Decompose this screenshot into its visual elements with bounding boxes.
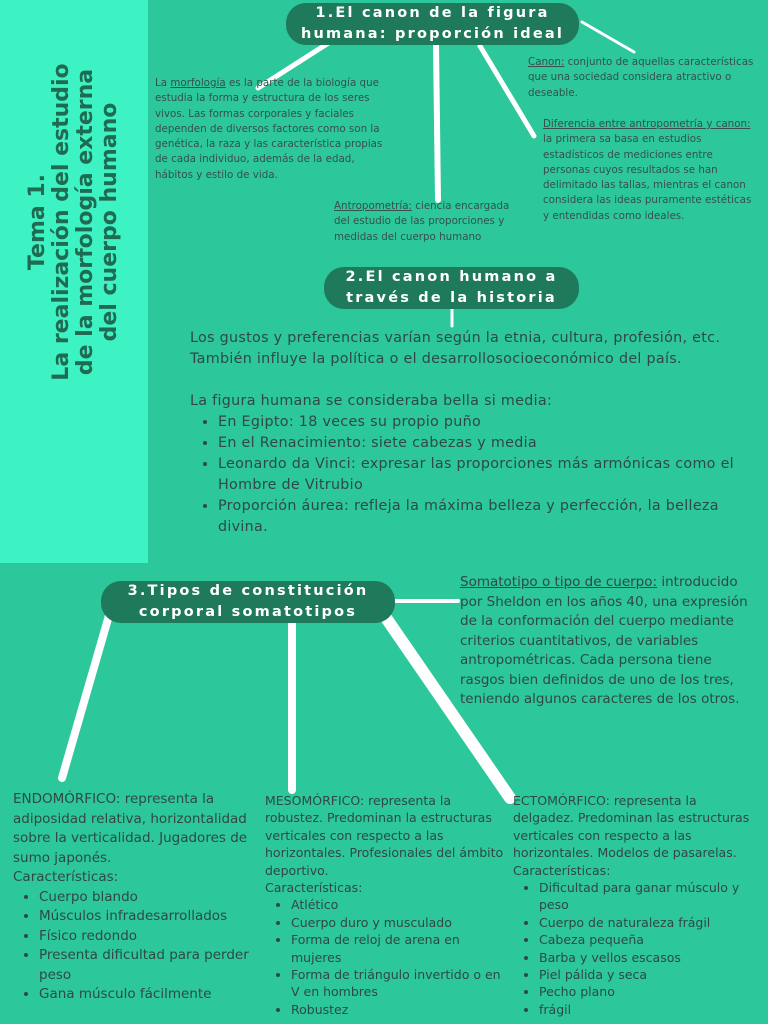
somatotipo-note xyxy=(460,573,760,710)
antropometria-term: Antropometría: xyxy=(334,200,413,212)
list-item: • Barba y vellos escasos xyxy=(539,949,761,966)
antropometria-text: ciencia encargada del estudio de las proporciones y medidas del cuerpo humano xyxy=(334,200,510,243)
diferencia-note xyxy=(543,117,753,224)
list-item: • Cuerpo duro y musculado xyxy=(291,914,507,931)
list-item: • Robustez xyxy=(291,1001,507,1018)
list-item: • Pecho plano xyxy=(539,983,761,1000)
morfologia-text: es la parte de la biología que estudia la forma y estructura de los seres vivos. Las formas corporales y faciales dependen de diversos factores como son la genética, la raza y las característica propias de cada individuo, además de la edad, hábitos y estilo de vida. xyxy=(155,77,383,181)
ectomorfico-desc: ECTOMÓRFICO: representa la delgadez. Predominan las estructuras verticales con respecto a las horizontales. Modelos de pasarelas. xyxy=(513,793,750,861)
morfologia-term: morfología xyxy=(170,77,226,89)
list-item: • Gana músculo fácilmente xyxy=(39,985,253,1005)
section3-heading xyxy=(101,581,395,623)
list-item: • Físico redondo xyxy=(39,927,253,947)
antropometria-note xyxy=(334,199,516,245)
list-item: • Piel pálida y seca xyxy=(539,966,761,983)
ectomorfico-char-label: Características: xyxy=(513,862,611,878)
title-line-1: Tema 1. xyxy=(25,173,50,271)
list-item: • Músculos infradesarrollados xyxy=(39,907,253,927)
section1-heading-line2: humana: proporción ideal xyxy=(300,26,565,42)
list-item: • Cuerpo de naturaleza frágil xyxy=(539,914,761,931)
ectomorfico-column xyxy=(513,792,761,1018)
title-line-4: del cuerpo humano xyxy=(97,102,122,342)
title-line-3: de la morfología externa xyxy=(73,68,98,376)
connector-s1-diferencia xyxy=(480,46,534,136)
diferencia-text: la primera sa basa en estudios estadísticos de mediciones entre personas cuyos resultados se han delimitado las tallas, mientras el canon considera las ideas puramente estéticas y entendidas como ideales. xyxy=(543,133,752,222)
connector-s1-canon xyxy=(582,22,634,52)
list-item: • Forma de reloj de arena en mujeres xyxy=(291,931,507,966)
endomorfico-desc: ENDOMÓRFICO: representa la adiposidad relativa, horizontalidad sobre la verticalidad. Jugadores de sumo japonés. xyxy=(13,791,248,866)
list-item: • Dificultad para ganar músculo y peso xyxy=(539,879,761,914)
diferencia-term: Diferencia entre antropometría y canon: xyxy=(543,118,751,130)
list-item: • frágil xyxy=(539,1001,761,1018)
section2-heading xyxy=(324,267,579,309)
section2-para2: La figura humana se consideraba bella si media: xyxy=(190,393,553,409)
section1-heading xyxy=(286,3,579,45)
section2-heading-line2: través de la historia xyxy=(346,290,557,306)
endomorfico-char-label: Características: xyxy=(13,869,119,885)
list-item: • Cabeza pequeña xyxy=(539,931,761,948)
ectomorfico-list xyxy=(513,879,761,1018)
morfologia-pre: La xyxy=(155,77,171,89)
list-item: • Leonardo da Vinci: expresar las proporciones más armónicas como el Hombre de Vitrubio xyxy=(218,454,750,496)
section2-body xyxy=(190,328,750,538)
list-item: • Cuerpo blando xyxy=(39,888,253,908)
section2-heading-line1: 2.El canon humano a xyxy=(345,269,558,285)
section2-para1: Los gustos y preferencias varían según la etnia, cultura, profesión, etc. También influye la política o el desarrollosocioeconómico del país. xyxy=(190,330,721,367)
section1-heading-line1: 1.El canon de la figura xyxy=(315,5,550,21)
canon-text: conjunto de aquellas características que una sociedad considera atractivo o deseable. xyxy=(528,56,754,99)
canon-term: Canon: xyxy=(528,56,565,68)
mesomorfico-char-label: Características: xyxy=(265,880,363,896)
section2-list xyxy=(190,412,750,538)
connector-s3-endo xyxy=(62,612,110,778)
list-item: • En el Renacimiento: siete cabezas y media xyxy=(218,433,750,454)
spacer xyxy=(190,370,750,391)
somatotipo-text: introducido por Sheldon en los años 40, una expresión de la conformación del cuerpo mediante criterios cuantitativos, de variables antropométricas. Cada persona tiene rasgos bien definidos de uno de los tres, teniendo algunos caracteres de los otros. xyxy=(460,574,748,707)
mesomorfico-column xyxy=(265,792,507,1018)
somatotipo-term: Somatotipo o tipo de cuerpo: xyxy=(460,574,658,590)
endomorfico-list xyxy=(13,888,253,1005)
section3-heading-line1: 3.Tipos de constitución xyxy=(127,583,369,599)
endomorfico-column xyxy=(13,790,253,1005)
connector-s1-antropometria xyxy=(436,44,438,200)
title-line-2: La realización del estudio xyxy=(49,63,74,381)
mesomorfico-list xyxy=(265,896,507,1018)
list-item: • Presenta dificultad para perder peso xyxy=(39,946,253,985)
mesomorfico-desc: MESOMÓRFICO: representa la robustez. Predominan la estructuras verticales con respecto a las horizontales. Profesionales del ámbito deportivo. xyxy=(265,793,504,878)
section3-heading-line2: corporal somatotipos xyxy=(138,604,358,620)
list-item: • En Egipto: 18 veces su propio puño xyxy=(218,412,750,433)
list-item: • Proporción áurea: refleja la máxima belleza y perfección, la belleza divina. xyxy=(218,496,750,538)
morfologia-note xyxy=(155,76,393,183)
list-item: • Forma de triángulo invertido o en V en hombres xyxy=(291,966,507,1001)
canon-note xyxy=(528,55,763,101)
list-item: • Atlético xyxy=(291,896,507,913)
